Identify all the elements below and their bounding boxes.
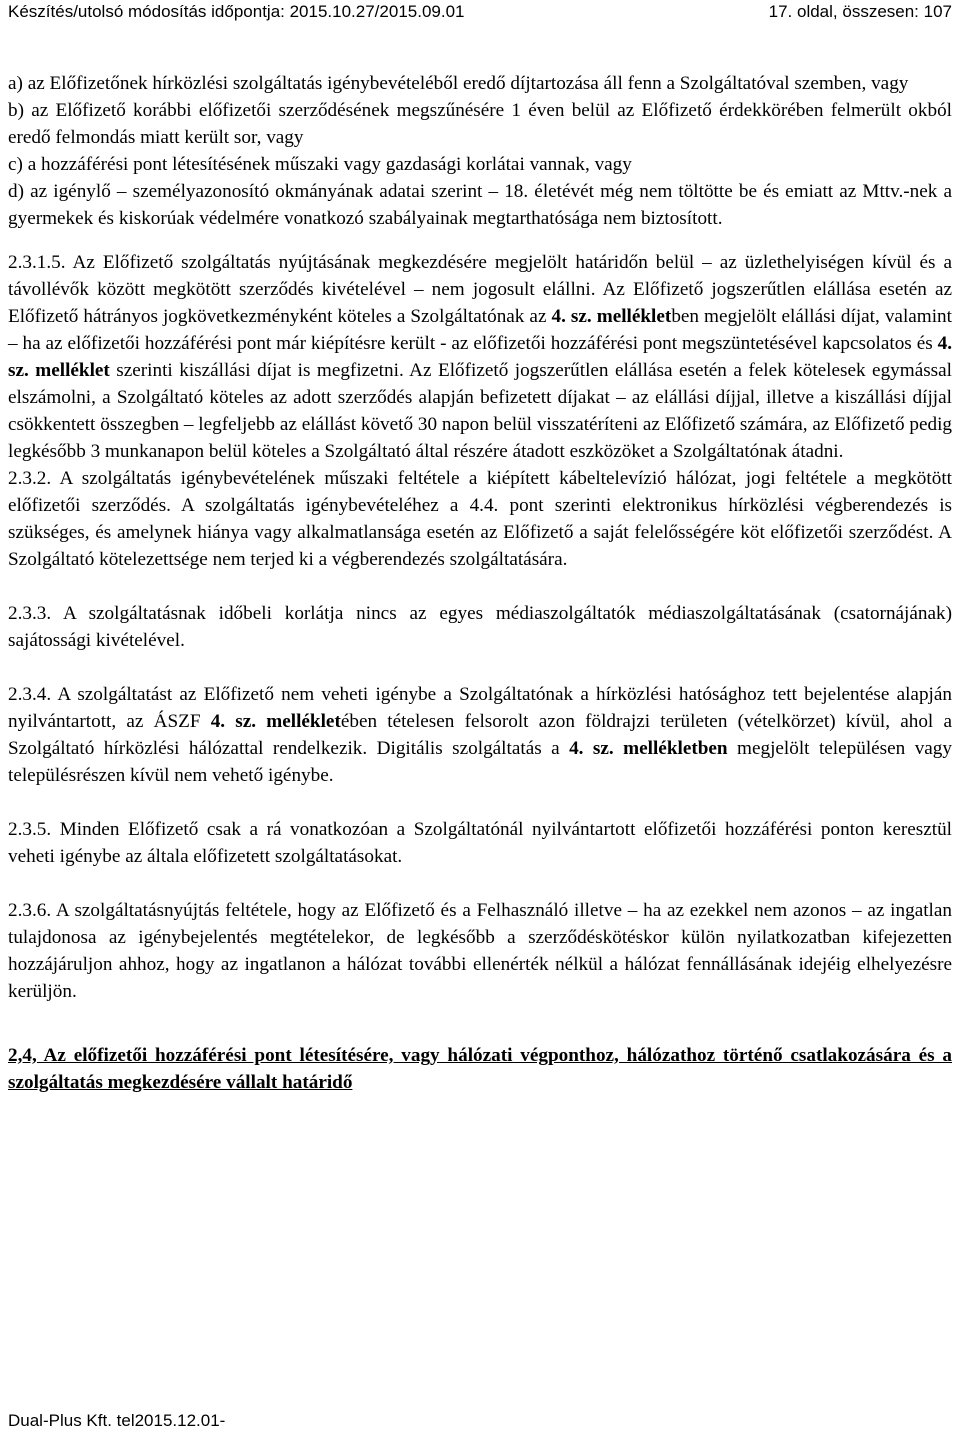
paragraph-2-3-3: 2.3.3. A szolgáltatásnak időbeli korlátja nincs az egyes médiaszolgáltatók médiaszolgáltatásának (csatornájának) sajátossági kivételével. [8,603,952,651]
list-item-d: d) az igénylő – személyazonosító okmányának adatai szerint – 18. életévét még nem töltötte be és emiatt az Mttv.-nek a gyermekek és kiskorúak védelmére vonatkozó szabályainak megtarthatósága nem biztosított. [8,181,952,229]
document-body [8,70,952,1096]
section-title-2-4: 2,4, Az előfizetői hozzáférési pont létesítésére, vagy hálózati végponthoz, hálózathoz történő csatlakozására és a szolgáltatás megkezdésére vállalt határidő [8,1045,952,1093]
page-header [8,0,952,24]
condition-list [8,70,952,232]
revision-date: Készítés/utolsó módosítás időpontja: 2015.10.27/2015.09.01 [8,2,465,21]
annex-reference: 4. sz. melléklet [8,333,952,381]
paragraph-2-3-6: 2.3.6. A szolgáltatásnyújtás feltétele, hogy az Előfizető és a Felhasználó illetve – ha az ezekkel nem azonos – az ingatlan tulajdonosa az igénybejelentés megtételekor, de legkésőbb a szerződéskötéskor külön nyilatkozatban kifejezetten hozzájáruljon ahhoz, hogy az ingatlanon a hálózat további ellenérték nélkül a hálózat fennállásának idejéig elhelyezésre kerüljön. [8,900,952,1002]
paragraph-2-3-1-5: 2.3.1.5. Az Előfizető szolgáltatás nyújtásának megkezdésére megjelölt határidőn belül – az üzlethelyiségen kívül és a távollévők között megkötött szerződés kivételével – nem jogosult elállni. Az Előfizető jogszerűtlen elállása esetén az Előfizető hátrányos jogkövetkezményként köteles a Szolgáltatónak az 4. sz. mellékletben megjelölt elállási díjat, valamint – ha az előfizetői hozzáférési pont már kiépítésre került - az előfizetői hozzáférési pont megszüntetésével kapcsolatos és 4. sz. melléklet szerinti kiszállási díjat is megfizetni. Az Előfizető jogszerűtlen elállása esetén a felek kötelesek egymással elszámolni, a Szolgáltató köteles az adott szerződés alapján befizetett díjakat – az elállási díjjal, illetve a kiszállási díjjal csökkentett összegben – legfeljebb az elállást követő 30 napon belül visszatéríteni az Előfizető számára, az Előfizető pedig legkésőbb 3 munkanapon belül köteles a Szolgáltató által részére átadott eszközöket a Szolgáltatónak átadni. [8,252,952,462]
list-item-a: a) az Előfizetőnek hírközlési szolgáltatás igénybevételéből eredő díjtartozása áll fenn a Szolgáltatóval szemben, vagy [8,73,909,94]
paragraph-2-3-4: 2.3.4. A szolgáltatást az Előfizető nem veheti igénybe a Szolgáltatónak a hírközlési hatósághoz tett bejelentése alapján nyilvántartott, az ÁSZF 4. sz. mellékletében tételesen felsorolt azon földrajzi területen (vételkörzet) kívül, ahol a Szolgáltató hírközlési hálózattal rendelkezik. Digitális szolgáltatás a 4. sz. mellékletben megjelölt településen vagy településrészen kívül nem vehető igénybe. [8,684,952,786]
annex-reference: 4. sz. melléklet [210,711,341,732]
section-heading [8,1042,952,1096]
paragraph-2-3-5: 2.3.5. Minden Előfizető csak a rá vonatkozóan a Szolgáltatónál nyilvántartott előfizetői hozzáférési ponton keresztül veheti igénybe az általa előfizetett szolgáltatásokat. [8,819,952,867]
page-number: 17. oldal, összesen: 107 [768,2,952,21]
paragraph-2-3-2: 2.3.2. A szolgáltatás igénybevételének műszaki feltétele a kiépített kábeltelevízió hálózat, jogi feltétele a megkötött előfizetői szerződés. A szolgáltatás igénybevételéhez a 4.4. pont szerinti elektronikus hírközlési végberendezés is szükséges, és amelynek hiánya vagy alkalmatlansága esetén az Előfizető a saját felelősségére köt előfizetői szerződést. A Szolgáltató kötelezettsége nem terjed ki a végberendezés szolgáltatására. [8,468,952,570]
list-item-b: b) az Előfizető korábbi előfizetői szerződésének megszűnésére 1 éven belül az Előfizető érdekkörében felmerült okból eredő felmondás miatt került sor, vagy [8,100,952,148]
annex-reference: 4. sz. melléklet [551,306,672,327]
page-footer: Dual-Plus Kft. tel2015.12.01- [8,1411,226,1430]
annex-reference: 4. sz. mellékletben [569,738,728,759]
list-item-c: c) a hozzáférési pont létesítésének műszaki vagy gazdasági korlátai vannak, vagy [8,154,632,175]
